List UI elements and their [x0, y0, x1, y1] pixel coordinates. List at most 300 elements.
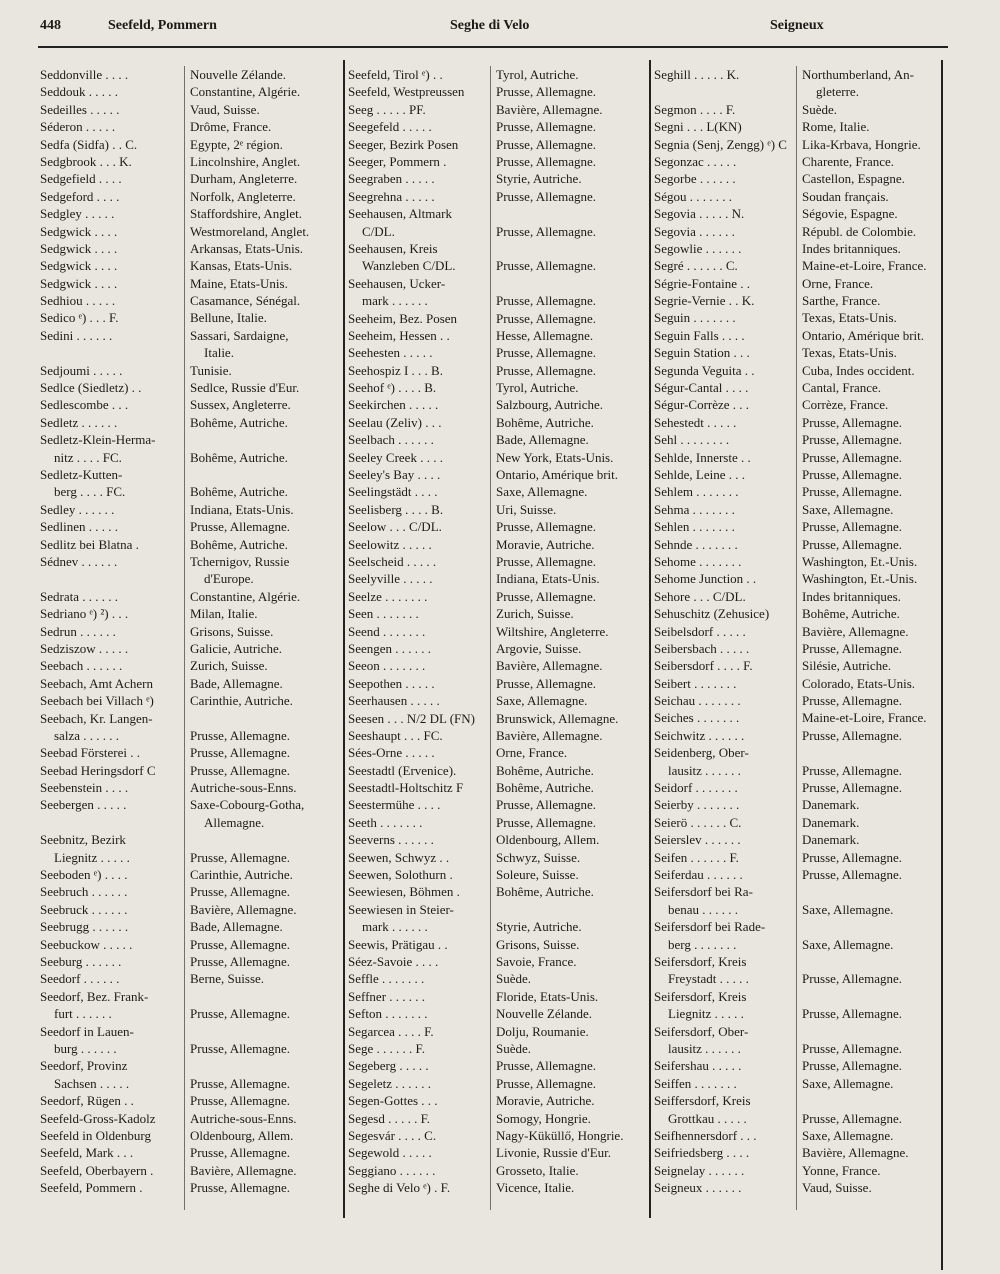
place-name-line: lausitz . . . . . . — [668, 762, 741, 778]
location — [496, 362, 596, 379]
place-name-line: Segunda Veguita . . — [654, 362, 755, 378]
gazetteer-entry — [40, 866, 340, 883]
gazetteer-entry — [348, 188, 648, 205]
gazetteer-entry — [654, 396, 954, 413]
place-name — [40, 1092, 185, 1109]
place-name — [40, 362, 185, 379]
location-line: Staffordshire, Anglet. — [190, 206, 303, 222]
gazetteer-entry — [40, 153, 340, 170]
location — [496, 136, 596, 153]
location-line: Bavière, Allemagne. — [496, 727, 603, 743]
location — [802, 483, 902, 500]
place-name — [348, 1057, 493, 1074]
location — [802, 240, 901, 257]
place-name-line: Seehausen, Ucker- — [348, 275, 446, 291]
location-line: Prusse, Allemagne. — [496, 258, 597, 274]
place-name-line: Sedlce (Siedletz) . . — [40, 380, 142, 396]
place-name — [348, 1110, 493, 1127]
place-name-line: Seewis, Prätigau . . — [348, 936, 448, 952]
place-name — [348, 936, 493, 953]
location — [496, 449, 613, 466]
gazetteer-entry — [348, 744, 648, 761]
place-name-line: Seefeld, Tirol ᵉ) . . — [348, 67, 443, 82]
place-name — [40, 309, 185, 326]
gazetteer-entry — [654, 309, 954, 326]
place-name-line: Seebnitz, Bezirk — [40, 832, 126, 848]
place-name — [40, 988, 185, 1023]
place-name-line: Sedlescombe . . . — [40, 397, 129, 413]
location-line: Prusse, Allemagne. — [190, 1145, 291, 1161]
place-name-line: Seebad Heringsdorf C — [40, 762, 156, 778]
location — [190, 1005, 290, 1022]
place-name-line: Seibersdorf . . . . F. — [654, 658, 753, 674]
location — [190, 675, 283, 692]
location-line: Prusse, Allemagne. — [802, 867, 903, 882]
place-name-line: Seelyville . . . . . — [348, 571, 433, 587]
place-name-line: Sedjoumi . . . . . — [40, 362, 123, 378]
place-name — [40, 779, 185, 796]
location-line: Prusse, Allemagne. — [496, 119, 597, 135]
gazetteer-entry — [40, 744, 340, 761]
place-name — [40, 831, 185, 866]
location-line: Prusse, Allemagne. — [496, 814, 597, 830]
location — [190, 292, 300, 309]
place-name — [40, 118, 185, 135]
location — [496, 1005, 592, 1022]
place-name-line: Seehausen, Altmark — [348, 206, 452, 222]
place-name-line: salza . . . . . . — [54, 727, 119, 743]
place-name — [654, 796, 799, 813]
place-name-line: Seebach, Kr. Langen- — [40, 710, 153, 726]
location — [496, 431, 589, 448]
gazetteer-entry — [348, 796, 648, 813]
gazetteer-entry — [40, 223, 340, 240]
gazetteer-entry — [40, 1127, 340, 1144]
place-name-line: Sedgwick . . . . — [40, 275, 118, 291]
place-name — [348, 101, 493, 118]
location — [496, 553, 596, 570]
location — [496, 762, 594, 779]
place-name — [348, 240, 493, 275]
place-name-line: Seebach bei Villach ᵉ) — [40, 693, 154, 709]
place-name — [40, 101, 185, 118]
place-name — [654, 518, 799, 535]
location — [190, 1162, 297, 1179]
place-name-line: Seedorf, Provinz — [40, 1058, 128, 1074]
place-name-line: Séez-Savoie . . . . — [348, 953, 439, 969]
location — [802, 779, 902, 796]
place-name-line: Sedriano ᵉ) ²) . . . — [40, 606, 129, 622]
place-name-line: Seghe di Velo ᵉ) . F. — [348, 1180, 451, 1196]
place-name — [40, 796, 185, 813]
location-line: Maine, Etats-Unis. — [190, 275, 288, 291]
location-line: Sedlce, Russie d'Eur. — [190, 380, 300, 396]
place-name-line: Seignelay . . . . . . — [654, 1162, 745, 1178]
place-name-line: Sehlde, Leine . . . — [654, 467, 745, 482]
location-line: Silésie, Autriche. — [802, 658, 892, 674]
gazetteer-entry — [348, 831, 648, 848]
place-name — [40, 588, 185, 605]
place-name-line: Sedgwick . . . . — [40, 240, 118, 256]
location-line: Livonie, Russie d'Eur. — [496, 1145, 612, 1161]
location-line: Prusse, Allemagne. — [802, 536, 903, 552]
location-line: Prusse, Allemagne. — [802, 640, 903, 656]
location — [496, 953, 577, 970]
running-head-left: Seefeld, Pommern — [108, 18, 217, 33]
place-name — [654, 257, 799, 274]
place-name — [40, 744, 185, 761]
gazetteer-entry — [654, 223, 954, 240]
place-name-line: Sedziszow . . . . . — [40, 640, 129, 656]
gazetteer-entry — [654, 570, 954, 587]
location-line: Texas, Etats-Unis. — [802, 310, 897, 326]
place-name — [654, 727, 799, 744]
location — [496, 188, 596, 205]
gazetteer-entry — [654, 431, 954, 448]
gazetteer-entry — [654, 188, 954, 205]
location — [496, 970, 531, 987]
location-line: Cuba, Indes occident. — [802, 362, 915, 378]
location-line: Prusse, Allemagne. — [190, 849, 291, 865]
gazetteer-entry — [40, 205, 340, 222]
place-name-line: Sehl . . . . . . . . — [654, 432, 730, 448]
location — [190, 553, 289, 588]
location — [802, 362, 915, 379]
location — [190, 657, 268, 674]
place-name-line: furt . . . . . . — [54, 1006, 112, 1022]
location-line: Bohême, Autriche. — [496, 780, 594, 796]
place-name — [654, 988, 799, 1023]
place-name — [348, 831, 493, 848]
gazetteer-entry — [40, 1179, 340, 1196]
location — [802, 275, 873, 292]
gazetteer-entry — [40, 970, 340, 987]
location — [802, 570, 917, 587]
gazetteer-entry — [348, 988, 648, 1005]
location — [802, 866, 902, 883]
place-name — [40, 762, 185, 779]
place-name-line: Sehlem . . . . . . . — [654, 484, 739, 500]
location-line: Prusse, Allemagne. — [802, 414, 903, 430]
place-name — [348, 1127, 493, 1144]
place-name-line: Seebrugg . . . . . . — [40, 919, 129, 935]
gazetteer-entry — [654, 153, 954, 170]
location-line: Danemark. — [802, 832, 860, 848]
location — [496, 866, 579, 883]
place-name-line: Seifen . . . . . . F. — [654, 849, 739, 865]
location-line: Moravie, Autriche. — [496, 1093, 595, 1109]
place-name-line: Seeger, Pommern . — [348, 153, 447, 169]
place-name-line: Seifersdorf, Ober- — [654, 1023, 749, 1039]
gazetteer-entry — [348, 657, 648, 674]
gazetteer-entry — [654, 1144, 954, 1161]
gazetteer-entry — [40, 762, 340, 779]
gazetteer-entry — [654, 501, 954, 518]
location-line: Danemark. — [802, 814, 860, 830]
place-name — [348, 396, 493, 413]
place-name-line: Seekirchen . . . . . — [348, 397, 439, 413]
gazetteer-entry — [40, 188, 340, 205]
location-line: Républ. de Colombie. — [802, 223, 917, 239]
place-name — [40, 414, 185, 431]
gazetteer-entry — [348, 1127, 648, 1144]
gazetteer-entry — [40, 883, 340, 900]
location — [802, 936, 893, 953]
location — [802, 1110, 902, 1127]
location — [802, 153, 894, 170]
place-name — [40, 1144, 185, 1161]
gazetteer-entry — [654, 1127, 954, 1144]
place-name — [654, 414, 799, 431]
gazetteer-entry — [654, 553, 954, 570]
location — [802, 396, 888, 413]
place-name — [40, 970, 185, 987]
location — [190, 362, 232, 379]
place-name — [348, 501, 493, 518]
place-name-line: Seibersbach . . . . . — [654, 640, 750, 656]
location-line: Prusse, Allemagne. — [190, 745, 291, 761]
location — [802, 553, 917, 570]
place-name — [40, 918, 185, 935]
place-name-line: burg . . . . . . — [54, 1041, 117, 1056]
location — [802, 257, 927, 274]
location-line: Indiana, Etats-Unis. — [496, 571, 600, 587]
place-name — [348, 553, 493, 570]
location — [802, 1179, 872, 1196]
location-line: Washington, Et.-Unis. — [802, 553, 918, 569]
place-name — [348, 536, 493, 553]
gazetteer-entry — [348, 466, 648, 483]
place-name — [654, 240, 799, 257]
location-line: Bavière, Allemagne. — [802, 1145, 909, 1161]
place-name — [40, 275, 185, 292]
place-name-line: Seibelsdorf . . . . . — [654, 623, 746, 639]
place-name-line: Liegnitz . . . . . — [54, 849, 130, 865]
location-line: Prusse, Allemagne. — [190, 727, 291, 743]
location-line: Prusse, Allemagne. — [190, 519, 291, 535]
location — [190, 379, 299, 396]
place-name — [348, 953, 493, 970]
location — [802, 101, 837, 118]
location — [190, 327, 289, 362]
place-name — [348, 605, 493, 622]
column-divider-1 — [343, 60, 345, 1218]
location — [496, 623, 608, 640]
location — [802, 970, 902, 987]
place-name-line: Sédnev . . . . . . — [40, 553, 118, 569]
place-name-line: Segovia . . . . . . — [654, 223, 735, 239]
location — [802, 814, 859, 831]
place-name-line: Sedgley . . . . . — [40, 206, 115, 222]
place-name — [40, 1110, 185, 1127]
place-name-line: Segewold . . . . . — [348, 1145, 432, 1161]
place-name-line: berg . . . . . . . — [668, 936, 737, 952]
location — [802, 379, 881, 396]
place-name-line: Segré . . . . . . C. — [654, 258, 738, 274]
place-name-line: Seguin . . . . . . . — [654, 310, 736, 326]
location — [496, 310, 596, 327]
location — [496, 153, 596, 170]
location — [802, 709, 927, 726]
gazetteer-entry — [40, 414, 340, 431]
gazetteer-entry — [348, 1110, 648, 1127]
location — [496, 988, 598, 1005]
place-name — [654, 431, 799, 448]
gazetteer-entry — [348, 1075, 648, 1092]
gazetteer-entry — [654, 483, 954, 500]
location-line: Saxe, Allemagne. — [496, 484, 588, 500]
place-name — [348, 431, 493, 448]
place-name — [654, 344, 799, 361]
location — [802, 431, 902, 448]
gazetteer-entry — [348, 1057, 648, 1074]
location-line: Kansas, Etats-Unis. — [190, 258, 293, 274]
location-line: Saxe-Cobourg-Gotha, — [190, 797, 305, 813]
place-name-line: Sedlitz bei Blatna . — [40, 536, 139, 552]
place-name — [348, 623, 493, 640]
place-name-line: Seierö . . . . . . C. — [654, 814, 742, 830]
location-line: Somogy, Hongrie. — [496, 1110, 591, 1126]
location-line: Bavière, Allemagne. — [190, 901, 297, 917]
location-line: Prusse, Allemagne. — [802, 971, 903, 987]
place-name-line: Seeburg . . . . . . — [40, 954, 122, 970]
location-line: Grisons, Suisse. — [496, 936, 580, 952]
gazetteer-entry — [40, 605, 340, 622]
place-name-line: Seguin Station . . . — [654, 345, 750, 361]
place-name — [654, 170, 799, 187]
location-line: Suède. — [802, 101, 838, 117]
place-name-line: Seefeld in Oldenburg — [40, 1127, 151, 1143]
location-line: Westmoreland, Anglet. — [190, 223, 310, 239]
location — [496, 744, 567, 761]
place-name — [40, 692, 185, 709]
place-name-line: Seeshaupt . . . FC. — [348, 727, 443, 743]
location-line: gleterre. — [816, 84, 859, 100]
location-line: Prusse, Allemagne. — [802, 432, 903, 448]
location — [496, 1075, 596, 1092]
place-name-line: Seefeld, Mark . . . — [40, 1145, 134, 1161]
location-line: Bavière, Allemagne. — [496, 658, 603, 674]
location — [190, 170, 297, 187]
location-line: Argovie, Suisse. — [496, 640, 582, 656]
place-name — [654, 883, 799, 918]
gazetteer-entry — [654, 953, 954, 988]
place-name — [654, 779, 799, 796]
location — [802, 344, 897, 361]
location — [190, 483, 288, 500]
location-line: Prusse, Allemagne. — [802, 1040, 903, 1056]
gazetteer-entry — [348, 536, 648, 553]
place-name — [348, 710, 493, 727]
place-name — [348, 153, 493, 170]
place-name — [348, 1092, 493, 1109]
location — [190, 501, 294, 518]
place-name — [654, 1092, 799, 1127]
location — [802, 901, 893, 918]
location — [802, 205, 898, 222]
place-name — [40, 379, 185, 396]
gazetteer-entry — [654, 257, 954, 274]
place-name-line: Ségou . . . . . . . — [654, 188, 732, 204]
place-name — [654, 1179, 799, 1196]
place-name-line: Seeley's Bay . . . . — [348, 467, 441, 483]
place-name — [40, 188, 185, 205]
location-line: Salzbourg, Autriche. — [496, 397, 603, 413]
place-name — [348, 83, 493, 100]
gazetteer-entry — [348, 66, 648, 83]
place-name-line: Sedini . . . . . . — [40, 327, 113, 343]
location — [802, 292, 880, 309]
place-name-line: mark . . . . . . — [362, 293, 428, 309]
running-head-center: Seghe di Velo — [450, 18, 530, 33]
location-line: Prusse, Allemagne. — [190, 1075, 291, 1091]
place-name — [40, 657, 185, 674]
place-name — [348, 118, 493, 135]
location-line: Bohême, Autriche. — [190, 484, 288, 500]
place-name — [654, 588, 799, 605]
gazetteer-entry — [348, 970, 648, 987]
location-line: Saxe, Allemagne. — [802, 501, 894, 517]
location — [190, 449, 288, 466]
place-name-line: Sehore . . . C/DL. — [654, 588, 746, 604]
column-1 — [40, 66, 340, 1197]
place-name — [40, 553, 185, 570]
place-name — [40, 292, 185, 309]
location-line: Oldenbourg, Allem. — [496, 832, 600, 848]
location-line: Prusse, Allemagne. — [802, 1110, 903, 1126]
gazetteer-entry — [348, 1162, 648, 1179]
place-name-line: Seeheim, Hessen . . — [348, 327, 450, 343]
location-line: Charente, France. — [802, 153, 895, 169]
gazetteer-entry — [348, 605, 648, 622]
place-name-line: Seibert . . . . . . . — [654, 675, 737, 691]
place-name-line: Segen-Gottes . . . — [348, 1093, 438, 1109]
gazetteer-entry — [654, 536, 954, 553]
place-name-line: Seelowitz . . . . . — [348, 536, 432, 552]
gazetteer-entry — [348, 588, 648, 605]
location-line: Prusse, Allemagne. — [190, 1093, 291, 1109]
place-name-line: Seiches . . . . . . . — [654, 710, 740, 726]
place-name-line: Seifersdorf bei Rade- — [654, 919, 766, 935]
location — [802, 309, 897, 326]
location — [496, 1179, 574, 1196]
place-name — [654, 692, 799, 709]
gazetteer-entry — [40, 536, 340, 553]
gazetteer-entry — [40, 466, 340, 501]
gazetteer-entry — [654, 657, 954, 674]
place-name — [348, 1040, 493, 1057]
place-name-line: Sehuschitz (Zehusice) — [654, 606, 770, 622]
location-line: Bohême, Autriche. — [496, 414, 594, 430]
location-line: Wiltshire, Angleterre. — [496, 623, 609, 639]
gazetteer-entry — [348, 849, 648, 866]
place-name-line: Seehospiz I . . . B. — [348, 362, 443, 378]
place-name — [348, 188, 493, 205]
place-name — [654, 396, 799, 413]
location — [496, 466, 618, 483]
place-name — [348, 379, 493, 396]
location-line: Prusse, Allemagne. — [496, 188, 597, 204]
place-name-line: Seewen, Schwyz . . — [348, 849, 450, 865]
location-line: Berne, Suisse. — [190, 971, 265, 987]
location — [802, 640, 902, 657]
location — [496, 327, 593, 344]
gazetteer-entry — [40, 953, 340, 970]
gazetteer-entry — [40, 1110, 340, 1127]
place-name-line: Seichwitz . . . . . . — [654, 727, 745, 743]
gazetteer-entry — [40, 675, 340, 692]
gazetteer-entry — [40, 657, 340, 674]
